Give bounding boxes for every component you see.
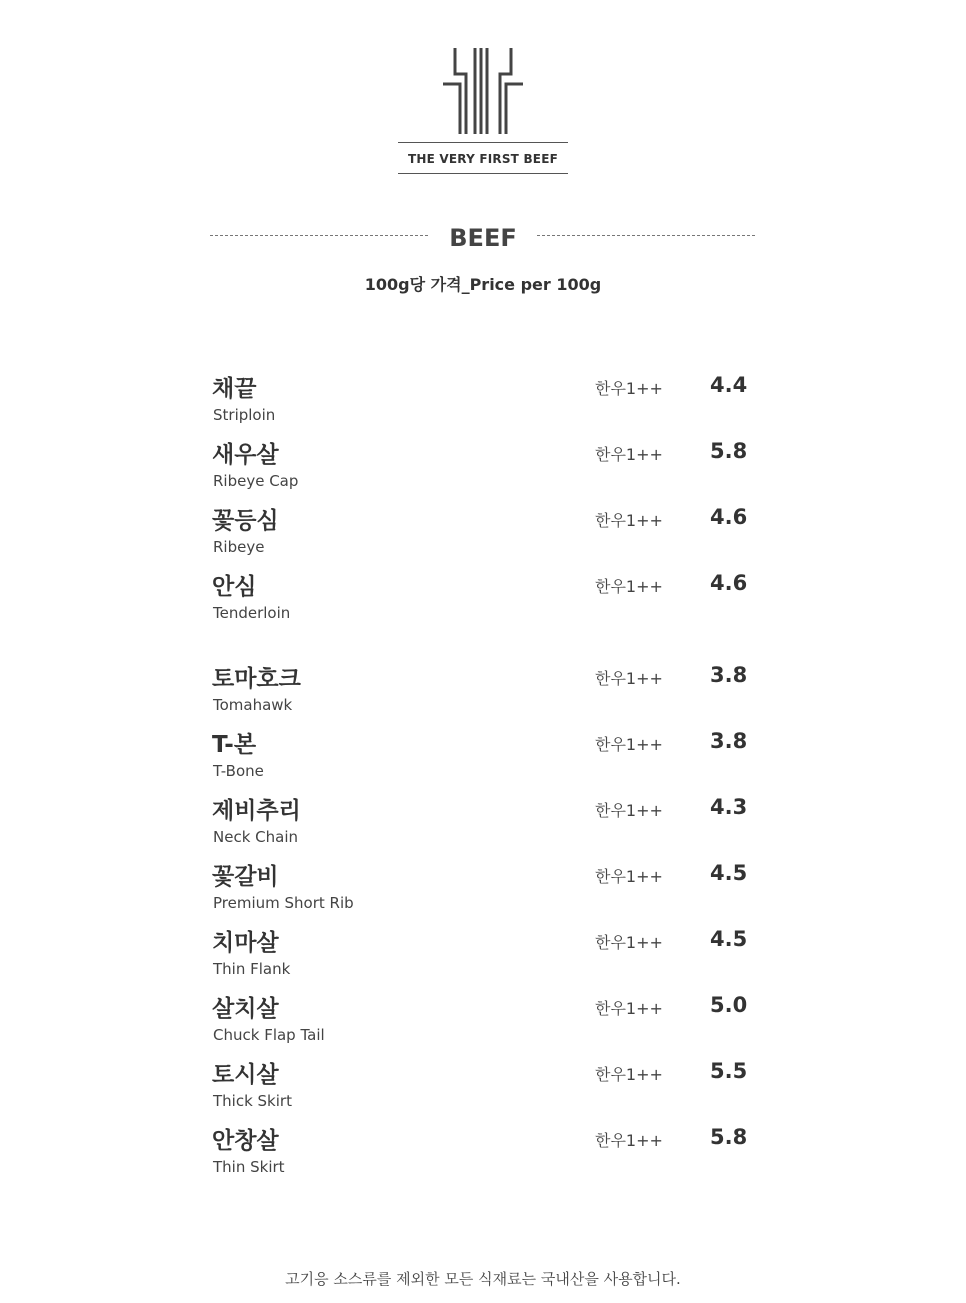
item-name-ko: 치마살 xyxy=(212,930,279,956)
item-name-ko: 토마호크 xyxy=(212,666,301,692)
item-name-ko: 안심 xyxy=(212,574,257,600)
item-grade: 한우1++ xyxy=(595,445,663,464)
item-name-ko: 안창살 xyxy=(212,1128,279,1154)
menu-item xyxy=(212,370,772,436)
menu-item xyxy=(212,660,772,726)
item-grade: 한우1++ xyxy=(595,379,663,398)
item-price: 4.5 xyxy=(710,927,748,951)
item-name-en: Ribeye xyxy=(213,538,265,556)
item-name-ko: 채끝 xyxy=(212,376,257,402)
menu-item xyxy=(212,924,772,990)
divider-left xyxy=(210,235,428,236)
menu-item xyxy=(212,858,772,924)
menu-item xyxy=(212,1056,772,1122)
origin-notice: 고기응 소스류를 제외한 모든 식재료는 국내산을 사용합니다. xyxy=(285,1270,681,1288)
brand-rule-bottom xyxy=(398,173,568,174)
menu-item xyxy=(212,568,772,634)
divider-right xyxy=(537,235,755,236)
item-name-en: Thin Flank xyxy=(213,960,291,978)
item-grade: 한우1++ xyxy=(595,999,663,1018)
menu-item xyxy=(212,726,772,792)
item-grade: 한우1++ xyxy=(595,1131,663,1150)
item-price: 4.6 xyxy=(710,505,748,529)
item-name-en: Striploin xyxy=(213,406,276,424)
item-name-en: Neck Chain xyxy=(213,828,298,846)
item-name-ko: 꽃등심 xyxy=(212,508,279,534)
section-title: BEEF xyxy=(449,224,517,252)
item-name-ko: 제비추리 xyxy=(212,798,301,824)
item-price: 4.6 xyxy=(710,571,748,595)
item-name-ko: 토시살 xyxy=(212,1062,279,1088)
item-name-ko: 새우살 xyxy=(212,442,279,468)
item-grade: 한우1++ xyxy=(595,669,663,688)
item-grade: 한우1++ xyxy=(595,801,663,820)
item-grade: 한우1++ xyxy=(595,577,663,596)
item-name-en: Tomahawk xyxy=(213,696,293,714)
menu-item xyxy=(212,436,772,502)
item-grade: 한우1++ xyxy=(595,735,663,754)
item-name-ko: 살치살 xyxy=(212,996,279,1022)
menu-item xyxy=(212,792,772,858)
item-price: 3.8 xyxy=(710,729,748,753)
item-name-en: Premium Short Rib xyxy=(213,894,354,912)
item-grade: 한우1++ xyxy=(595,933,663,952)
menu-item xyxy=(212,1122,772,1188)
item-price: 4.3 xyxy=(710,795,748,819)
item-name-en: Chuck Flap Tail xyxy=(213,1026,325,1044)
item-name-ko: T-본 xyxy=(212,732,257,758)
menu-list xyxy=(212,370,772,1188)
item-name-en: Tenderloin xyxy=(213,604,291,622)
item-price: 3.8 xyxy=(710,663,748,687)
item-name-en: Thin Skirt xyxy=(213,1158,285,1176)
item-price: 4.4 xyxy=(710,373,748,397)
item-name-en: Ribeye Cap xyxy=(213,472,299,490)
item-name-en: Thick Skirt xyxy=(213,1092,292,1110)
menu-item xyxy=(212,990,772,1056)
item-price: 5.5 xyxy=(710,1059,748,1083)
item-grade: 한우1++ xyxy=(595,511,663,530)
item-name-en: T-Bone xyxy=(213,762,264,780)
item-price: 5.8 xyxy=(710,1125,748,1149)
brand-name: THE VERY FIRST BEEF xyxy=(408,152,558,166)
item-grade: 한우1++ xyxy=(595,867,663,886)
item-grade: 한우1++ xyxy=(595,1065,663,1084)
item-price: 5.0 xyxy=(710,993,748,1017)
item-price: 5.8 xyxy=(710,439,748,463)
price-unit-subtitle: 100g당 가격_Price per 100g xyxy=(364,275,602,294)
trident-fork-logo-icon xyxy=(440,46,526,136)
item-name-ko: 꽃갈비 xyxy=(212,864,279,890)
brand-rule-top xyxy=(398,142,568,143)
menu-item xyxy=(212,502,772,568)
item-price: 4.5 xyxy=(710,861,748,885)
